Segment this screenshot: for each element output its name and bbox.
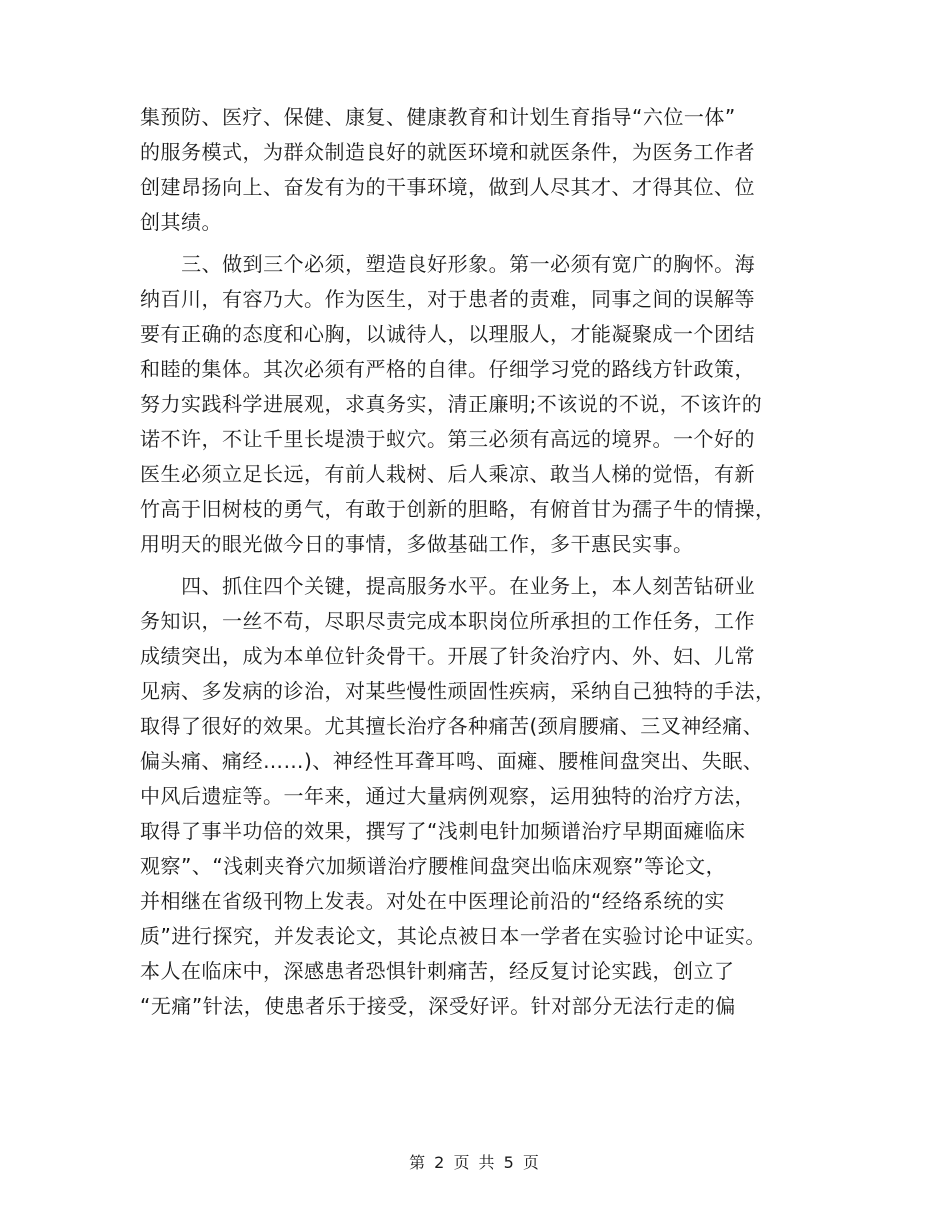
text-line: 观察”、“浅刺夹脊穴加频谱治疗腰椎间盘突出临床观察”等论文，: [140, 854, 727, 878]
text-line: 用明天的眼光做今日的事情，多做基础工作，多干惠民实事。: [140, 532, 694, 556]
text-line: 本人在临床中，深感患者恐惧针刺痛苦，经反复讨论实践，创立了: [140, 959, 735, 983]
text-line: 务知识，一丝不苟，尽职尽责完成本职岗位所承担的工作任务，工作: [140, 609, 755, 633]
text-line: “无痛”针法，使患者乐于接受，深受好评。针对部分无法行走的偏: [140, 994, 736, 1018]
text-line: 医生必须立足长远，有前人栽树、后人乘凉、敢当人梯的觉悟，有新: [140, 462, 755, 486]
text-line: 创其绩。: [140, 210, 222, 234]
text-line: 质”进行探究，并发表论文，其论点被日本一学者在实验讨论中证实。: [140, 924, 766, 948]
text-line: 取得了事半功倍的效果，撰写了“浅刺电针加频谱治疗早期面瘫临床: [140, 819, 746, 843]
page-footer: 第 2 页 共 5 页: [409, 1153, 541, 1172]
text-line: 要有正确的态度和心胸，以诚待人，以理服人，才能凝聚成一个团结: [140, 322, 755, 346]
text-line: 努力实践科学进展观，求真务实，清正廉明;不该说的不说，不该许的: [140, 392, 763, 416]
text-line: 诺不许，不让千里长堤溃于蚁穴。第三必须有高远的境界。一个好的: [140, 427, 755, 451]
body-text: [140, 100, 815, 1024]
text-line: 成绩突出，成为本单位针灸骨干。开展了针灸治疗内、外、妇、儿常: [140, 644, 755, 668]
paragraph-three-heading-line: 三、做到三个必须，塑造良好形象。第一必须有宽广的胸怀。海: [140, 252, 756, 276]
paragraph-four-heading-line: 四、抓住四个关键，提高服务水平。在业务上，本人刻苦钻研业: [140, 574, 756, 598]
text-line: 和睦的集体。其次必须有严格的自律。仔细学习党的路线方针政策，: [140, 357, 755, 381]
text-line: 集预防、医疗、保健、康复、健康教育和计划生育指导“六位一体”: [140, 105, 736, 129]
text-line: 的服务模式，为群众制造良好的就医环境和就医条件，为医务工作者: [140, 140, 755, 164]
text-line: 创建昂扬向上、奋发有为的干事环境，做到人尽其才、才得其位、位: [140, 175, 755, 199]
text-line: 取得了很好的效果。尤其擅长治疗各种痛苦(颈肩腰痛、三叉神经痛、: [140, 714, 764, 738]
text-line: 偏头痛、痛经……)、神经性耳聋耳鸣、面瘫、腰椎间盘突出、失眠、: [140, 749, 764, 773]
text-line: 竹高于旧树枝的勇气，有敢于创新的胆略，有俯首甘为孺子牛的情操，: [140, 497, 776, 521]
text-line: 见病、多发病的诊治，对某些慢性顽固性疾病，采纳自己独特的手法，: [140, 679, 776, 703]
text-line: 中风后遗症等。一年来，通过大量病例观察，运用独特的治疗方法，: [140, 784, 755, 808]
text-line: 纳百川，有容乃大。作为医生，对于患者的责难，同事之间的误解等: [140, 287, 755, 311]
text-line: 并相继在省级刊物上发表。对处在中医理论前沿的“经络系统的实: [140, 889, 725, 913]
